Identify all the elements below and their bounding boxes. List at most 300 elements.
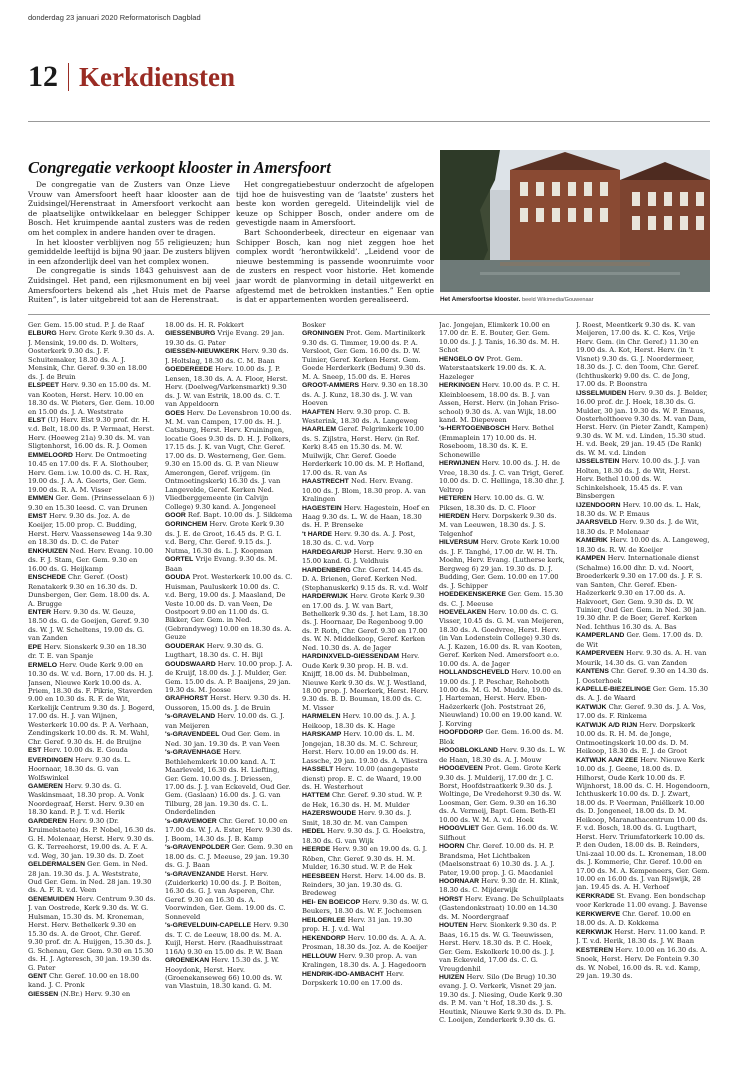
place-name: IJSSELSTEIN (576, 458, 620, 466)
service-details: Ned. Herv. Evang. 10.00 ds. J. Blom, 18.30 prop. A. van Kralingen (302, 477, 426, 504)
place-name: GRAFHORST (165, 695, 209, 703)
listing-entry (439, 590, 567, 608)
service-details: Jac. Jongejan, Elimkerk 10.00 en 17.00 dr. E. E. Bouter, Ger. Gem. 10.00 ds. J. J. Tanis, 16.30 ds. M. H. Schot (439, 321, 560, 355)
klooster-photo (440, 150, 710, 292)
place-name: EMMEN (28, 495, 54, 503)
place-name: HEDEL (302, 828, 326, 836)
listing-entry (439, 895, 567, 921)
listing-entry (28, 895, 156, 972)
listing-entry (302, 566, 430, 592)
service-details: Herv. 9.30 ds. J. Holtslag, 18.30 ds. C. M. Baan (165, 347, 289, 365)
listing-entry (576, 721, 710, 756)
service-details: J. Roest, Meentkerk 9.30 ds. K. van Meijeren, 17.00 ds. K. C. Kos, Vrije Herv. Gem. (in Chr. Geref.) 11.30 en 19.00 ds. A. Kot, Herst. Herv. (in 't Visnet) 9.30 ds. G. J. Noordermeer, 18.30 ds. J. C. den Toom, Chr. Geref. (Ichthuskerk) 9.00 ds. C. de Jong, 17.00 ds. P. Boonstra (576, 321, 699, 389)
service-details: Herv. Oude Kerk 9.30 prop. H. B. v.d. Knijff, 18.00 ds. M. Dubbelman, Nieuwe Kerk 9.30 ds. W. J. Westland, 18.00 prop. J. Meerkerk, Herst. Herv. 9.30 ds. B. D. Bouman, 18.00 ds. C. M. Visser (302, 652, 429, 712)
place-name: GAMEREN (28, 783, 63, 791)
place-name: IJZENDOORN (576, 501, 621, 509)
listing-column (576, 321, 710, 1063)
place-name: GROENEKAN (165, 957, 210, 965)
service-details: Herv. 10.00 ds. L. Hak, 18.30 ds. W. P. Emaus (576, 500, 701, 518)
listing-entry (302, 952, 430, 970)
service-details: Herv. Dorpskerk 10.00 ds. R. H. M. de Jonge, Ontmoetingskerk 10.00 ds. D. M. Heikoop, 18.30 ds. E. J. de Groot (576, 720, 696, 756)
place-name: HARSKAMP (302, 731, 342, 739)
listing-entry (439, 538, 567, 590)
service-details: Herv. 9.30 ds. W. G. Beukers, 18.30 ds. W. F. Jochemsen (302, 897, 429, 916)
service-details: Herv. 10.00 ds. P. C. H. Kleinbloesem, 18.00 ds. B. J. van Assen, Herst. Herv. (in Johan Friso-school) 9.30 ds. A. van Wijk, 18.00 kand. M. Diepeveen (439, 381, 560, 424)
listing-entry (165, 520, 293, 555)
service-details: Herv. 9.30 ds. G. Lugthart, 18.30 ds. C. H. Bijl (165, 641, 264, 660)
service-details: Herv. Grote Kerk 10.00 ds. J. F. Tanghé, 17.00 dr. W. H. Th. Moehn, Herv. Evang. (Lutherse kerk, Bergweg 6) 29 jan. 19.30 ds. D. J. Budding, Ger. Gem. 10.00 en 17.00 ds. J. Schipper (439, 538, 565, 590)
service-details: Herv. 9.30 ds. G. Waskinsmaat, 18.30 prop. A. Vonk Noordegraaf, Herst. Herv. 9.30 en 18.30 kand. P. J. T. v.d. Herik (28, 782, 145, 817)
service-details: Geref. Pelgrimkerk 10.00 ds. S. Zijlstra, Herst. Herv. (in Ref. Kerk) 8.45 en 15.30 ds. M. W. Muilwijk, Chr. Geref. Goede Herderkerk 10.00 ds. M. P. Hofland, 17.00 ds. R. van As (302, 425, 425, 477)
service-details: Vrije Evang. 9.30 ds. M. Baan (165, 555, 278, 573)
listing-entry (302, 730, 430, 765)
service-details: Herv. De Levensbron 10.00 ds. M. M. van Campen, 17.00 ds. H. J. Catsburg, Herst. Herv. Kruiningen, locatie Goes 9.30 ds. D. H. J. Folkers, 17.15 ds. J. K. van Vugt, Chr. Geref. 17.00 ds. D. Westerneng, Ger. Gem. 9.30 en 15.00 ds. G. P. van Nieuw Amerongen, Geref. vrijgem. (in Ontmoetingskerk) 16.30 ds. J. van Langevelde, Geref. Kerken Ned. Vliedberggemeente (in Calvijn College) 9.30 kand. A. Jongeneel (165, 408, 292, 511)
listing-entry (439, 668, 567, 728)
service-details: Herv. Silo (De Brug) 10.30 evang. J. O. Verkerk, Visnet 29 jan. 19.30 ds. J. Niesing, Oude Kerk 9.30 ds. P. M. van 't Hof, 18.30 ds. J. S. Heutink, Nieuwe Kerk 9.30 ds. D. Ph. C. Looijen, Zenderkerk 9.30 ds. G. (439, 972, 567, 1025)
service-details: Herv. Grote Kerk 9.30 ds. J. E. de Groot, 16.45 ds. P. G. I. v.d. Berg, Chr. Geref. 9.15 ds. J. Nutma, 16.30 ds. L. J. Koopman (165, 520, 285, 555)
article-paragraph: Het congregatiebestuur onderzocht de afgelopen tijd hoe de huisvesting van de ‘laatste’ zusters het beste kon worden geregeld. Uiteindelijk viel de keuze op Schipper Bosch, onder andere om de gevestigde naam in Amersfoort. (236, 180, 434, 228)
place-name: HATTEM (302, 792, 330, 800)
place-name: GIESSEN (28, 990, 59, 998)
service-details: Herv. 10.00 en 19.00 ds. J. P. Peschar, Rehoboth 10.00 ds. M. G. M. Mudde, 19.00 ds. J. Harteman, Herst. Herv. Eben-Haëzerkerk (Joh. Poststraat 26, Nieuwland) 10.00 en 19.00 kand. W. J. Korving (439, 668, 563, 728)
place-name: GOES (165, 409, 185, 417)
service-details: Ger. Gem. 16.00 ds. M. Blok (439, 728, 564, 746)
place-name: EMST (28, 512, 47, 520)
listing-entry (28, 972, 156, 990)
place-name: HERKINGEN (439, 382, 480, 390)
place-name: KATWIJK AAN ZEE (576, 756, 638, 764)
place-name: GRONINGEN (302, 330, 344, 338)
service-details: Herv. 9.30 ds. J. Smit, 18.30 dr. M. van Campen (302, 809, 412, 827)
place-name: 's-GRAVENZANDE (165, 870, 225, 878)
listing-entry (439, 842, 567, 877)
service-details: Herv. Bethlehemkerk 10.00 kand. A. T. Maarleveld, 16.30 ds. H. Liefting, Ger. Gem. 10.00 ds. J. Driessen, 17.00 ds. J. J. van Eckeveld, Oud Ger. Gem. (Gaslaan) 16.00 ds. J. G. van Tilburg, 28 jan. 19.30 ds. C. L. Onderdelinden (165, 748, 291, 817)
listing-entry (439, 728, 567, 746)
place-name: GOUDA (165, 574, 191, 582)
listing-entry (28, 990, 156, 999)
edition-date: donderdag 23 januari 2020 (28, 13, 118, 22)
listing-entry (302, 712, 430, 730)
place-name: GIESSENBURG (165, 330, 216, 338)
service-details: Herv. 10.00 ds. G. W. Piksen, 18.30 ds. D. C. Floor (439, 494, 545, 512)
place-name: HERWIJNEN (439, 460, 480, 468)
place-name: KERKWIJK (576, 928, 613, 936)
place-name: HELLOUW (302, 952, 337, 960)
article-column-2 (236, 180, 434, 305)
service-details: Herv. Grote Kerk 9.30 ds. A. J. Mensink, 19.00 ds. D. Wolters, Oosterkerk 9.30 ds. J. F. Schuitemaker, 18.30 ds. A. J. Mensink, Chr. Geref. 9.30 en 18.00 ds. J. de Bruin (28, 329, 155, 381)
service-details: Herv. 15.30 ds. J. W. Hooydonk, Herst. Herv. (Groenekanseweg 66) 10.00 ds. W. van Vlastuin, 18.30 kand. G. M. (165, 956, 283, 991)
place-name: ERMELO (28, 661, 58, 669)
place-name: 's-GRAVEMOER (165, 817, 217, 825)
service-details: Vrije Evang. 29 jan. 19.30 ds. G. Pater (165, 329, 285, 347)
newspaper-name: Reformatorisch Dagblad (119, 13, 201, 22)
place-name: GENEMUIDEN (28, 895, 75, 903)
service-details: Herv. 9.30 en 18.30 ds. A. J. Kunz, 18.30 ds. J. W. van Hoeven (302, 381, 428, 408)
article-column-1 (28, 180, 230, 305)
service-details: Herv. 9.30 ds. J. G. Hoekstra, 18.30 ds. G. van Wijk (302, 827, 426, 845)
listing-entry (302, 408, 430, 426)
listing-entry (576, 756, 710, 892)
place-name: GENT (28, 972, 47, 980)
listing-entry (28, 547, 156, 573)
service-details: Herv. 10.00 ds. J. H. de Vree, 18.30 ds. J. C. van Trigt, Geref. 10.00 ds. D. C. Hellinga, 18.30 dhr. J. Veltrop (439, 459, 565, 494)
place-name: HAASTRECHT (302, 478, 349, 486)
service-details: Herv. Sionkerk 9.30 ds. P. Baas, 16.15 ds. W. G. Teeuwissen, Herst. Herv. 18.30 ds. P. C. Hoek, Ger. Gem. Eskolkerk 10.00 ds. J. J. van Eckeveld, 17.00 ds. C. G. Vreugdenhil (439, 921, 557, 973)
page-number: 12 (28, 60, 58, 93)
listing-entry (576, 321, 710, 389)
place-name: GOUDERAK (165, 642, 205, 650)
place-name: EMMELOORD (28, 451, 73, 459)
service-details: Herv. 10.00 ds. C. G. Visser, 10.45 ds. G. M. van Meijeren, 18.30 ds. A. Goedvree, Herst. Herv. (in Van Lodenstein College) 9.30 ds. A. J. Kazen, 16.00 ds. R. van Kooten, Geref. Kerken Ned. Amersfoort e.o. 10.00 ds. A. de Jager (439, 607, 564, 668)
service-details: 18.00 ds. H. R. Fokkert (165, 321, 244, 329)
listing-column (302, 321, 430, 1063)
place-name: ENSCHEDE (28, 574, 66, 582)
place-name: HARDEGARIJP (302, 548, 352, 556)
listing-entry (439, 824, 567, 842)
service-details: Herv. 10.00 (aangepaste dienst) prop. E. C. de Waard, 19.00 ds. H. Westerhout (302, 765, 422, 792)
listing-entry (28, 494, 156, 512)
listing-entry (165, 956, 293, 991)
service-details: Chr. Geref. 10.00 en 18.00 kand. J. C. Pronk (28, 971, 139, 990)
listing-entry (302, 381, 430, 407)
listing-entry (439, 321, 567, 355)
service-details: Herv. Hagestein, Hoef en Haag 9.30 ds. L. W. de Haan, 18.30 ds. H. P. Brenseke (302, 503, 430, 530)
listing-entry (28, 416, 156, 451)
place-name: EST (28, 747, 42, 755)
place-name: GROOT-AMMERS (302, 382, 360, 390)
place-name: KAMPERLAND (576, 632, 625, 640)
service-details: Herst. Herv. 11.00 kand. P. J. T. v.d. Herik, 18.30 ds. J. W. Baan (576, 927, 706, 946)
place-name: HUIZEN (439, 973, 465, 981)
place-name: 's-GRAVENHAGE (165, 749, 221, 757)
service-details: Herv. Nieuwe Kerk 10.00 ds. J. Geene, 18.00 ds. D. Hilhorst, Oude Kerk 10.00 ds. F. Wijnhorst, 18.00 ds. C. H. Hogendoorn, Ichthuskerk 10.00 ds. D. J. Zwart, 18.00 ds. P. Veerman, Pniëlkerk 10.00 ds. D. Jongeneel, 18.00 ds. D. M. Heikoop, Maranathacentrum 10.00 ds. F. v.d. Bosch, 18.00 ds. G. Lugthart, Herst. Herv. Triumfatorkerk 10.00 ds. P. den Ouden, 18.00 ds. B. Reinders, Uni-zaal 10.00 ds. L. Kroneman, 18.00 ds. J. Kommerie, Chr. Geref. 10.00 en 17.00 ds. M. A. Kempeneers, Ger. Gem. 10.00 en 16.00 ds. J. van Rijswijk, 28 jan. 19.45 ds. A. H. Verhoef (576, 755, 710, 892)
listing-entry (439, 512, 567, 538)
service-details: Herv. Internationale dienst (Schalme) 16.00 dhr. D. v.d. Noort, Broederkerk 9.30 en 17.00 ds. J. F. S. van Santen, Chr. Geref. Eben-Haëzerkerk 9.30 en 17.00 ds. A. Hakvoort, Ger. Gem. 9.30 ds. D. W. Tuinier, Oud Ger. Gem. in Ned. 30 jan. 19.30 dhr. P. de Boer, Geref. Kerken Ned. Ichthus 16.30 ds. A. Bas (576, 554, 707, 631)
listing-column (28, 321, 156, 1063)
place-name: HOEDEKENSKERKE (439, 591, 506, 599)
service-details: Herv. 9.30 ds. A. J. Post, 18.30 ds. C. v.d. Vorp (302, 529, 416, 548)
listing-entry (28, 860, 156, 895)
place-name: JAARSVELD (576, 519, 618, 527)
service-details: Herv. 10.00 ds. A. Langeweg, 18.30 ds. R. W. de Koeijer (576, 536, 710, 554)
listing-entry (28, 573, 156, 608)
service-details: Ger. Gem. 17.00 ds. D. de Wit (576, 631, 703, 649)
listing-entry (302, 321, 430, 329)
service-details: Herv. 9.30 ds. W. Geuze, 18.50 ds. G. de Goeijen, Geref. 9.30 ds. W. J. W. Scheltens, 19.00 ds. G. van Zanden (28, 607, 149, 643)
place-name: HARDINXVELD-GIESSENDAM (302, 653, 400, 661)
service-details: Herst. Herv. 9.30 en 15.00 kand. G. J. Veldhuis (302, 547, 423, 566)
service-details: Chr. Geref. 10.00 en 17.00 ds. W. J. A. Ester, Herv. 9.30 ds. J. Boom, 14.30 ds. J. B. Kamp (165, 816, 293, 843)
header-rule (28, 121, 710, 122)
service-details: Ger. Gem. 9.30 en 18.00 ds. C. J. Meeuse, 29 jan. 19.30 ds. G. J. Baan (165, 843, 293, 870)
listing-entry (302, 425, 430, 477)
service-details: Prot. Gem. Grote Kerk 9.30 ds. J. Mulderij, 17.00 dr. J. C. Borst, Hoofdstraatkerk 9.30 ds. J. Woltinge, De Vredehorst 9.30 ds. W. Loosman, Ger. Gem. 9.30 en 16.30 ds. A. Vermeij, Bapt. Gem. Beth-El 10.00 ds. W. M. A. v.d. Hoek (439, 764, 562, 824)
place-name: ENTER (28, 608, 52, 616)
service-details: Chr. Geref. 9.30 ds. J. A. Vos, 17.00 ds. F. Rinkema (576, 702, 706, 721)
service-details: Herv. 10.00 en 16.30 ds. A. Snoek, Herst. Herv. De Fontein 9.30 ds. W. Nobel, 16.00 ds. R. v.d. Kamp, 29 jan. 19.30 ds. (576, 945, 708, 980)
place-name: 's-GRAVENPOLDER (165, 844, 230, 852)
listing-entry (302, 477, 430, 503)
place-name: HAZERSWOUDE (302, 810, 356, 818)
place-name: HENDRIK-IDO-AMBACHT (302, 970, 384, 978)
service-details: Herst. Herv. (Zuiderkerk) 10.00 ds. J. P. Boiten, 16.30 ds. G. J. van Asperen, Chr. Geref. 9.30 en 16.30 ds. A. Voorwinden, Ger. Gem. 19.00 ds. C. Sonneveld (165, 869, 286, 921)
listing-entry (165, 660, 293, 695)
listing-entry (165, 870, 293, 922)
service-details: Prot. Westerkerk 10.00 ds. C. Huisman, Pauluskerk 10.00 ds. C. v.d. Berg, 19.00 ds. J. Maasland, De Veste 10.00 ds. D. van Veen, De Oostpoort 9.00 en 11.00 ds. G. Bikker, Ger. Gem. in Ned. (Gebrandyweg) 10.00 en 18.30 ds. A. Geuze (165, 573, 293, 642)
place-name: HOOFDDORP (439, 729, 484, 737)
service-details: Ger. Gem. 15.30 ds. A. J. de Waard (576, 685, 708, 703)
service-details: Herst. Herv. 14.00 ds. B. Reinders, 30 jan. 19.30 ds. G. Bredeweg (302, 871, 426, 898)
listing-entry (165, 347, 293, 365)
listing-entry (302, 809, 430, 827)
listing-entry (576, 892, 710, 910)
service-details: Herv. 9.30 ds. L. W. de Haan, 18.30 ds. A. J. Mouw (439, 746, 566, 764)
place-name: 's-GRAVELAND (165, 713, 216, 721)
listing-entry (165, 555, 293, 573)
place-name: GORTEL (165, 556, 194, 564)
photo-caption (440, 296, 594, 303)
place-name: HARDERWIJK (302, 593, 348, 601)
listing-entry (165, 642, 293, 660)
place-name: ENKHUIZEN (28, 547, 68, 555)
place-name: GARDEREN (28, 817, 67, 825)
listing-entry (576, 649, 710, 667)
photo-credit: beeld Wikimedia/Gouwenaar (522, 297, 594, 303)
listing-column (165, 321, 293, 1063)
listing-entry (302, 329, 430, 381)
place-name: HEERDE (302, 846, 331, 854)
place-name: HOLLANDSCHEVELD (439, 669, 510, 677)
service-details: (N.Br.) Herv. 9.30 en (58, 989, 131, 998)
listing-entry (28, 321, 156, 329)
service-details: Oud Ger. Gem. in Ned. 30 jan. 19.30 ds. P. van Veen (165, 730, 281, 748)
section-title: Kerkdiensten (79, 61, 236, 92)
header-divider (68, 63, 69, 91)
service-details: Chr. Geref. 10.00 ds. H. P. Brandsma, Het Lichtbaken (Maelsonstraat 6) 10.30 ds. J. A. J. Pater, 19.00 prop. J. G. Macdaniel (439, 842, 555, 877)
listing-entry (576, 685, 710, 703)
service-details: Herv. Grote Kerk 9.30 en 17.00 ds. J. W. van Bart, Bethelkerk 9.30 ds. J. het Lam, 18.30 ds. J. Hoornaar, De Regenboog 9.00 ds. P. Roth, Chr. Geref. 9.30 en 17.00 ds. W. N. Middelkoop, Geref. Kerken Ned. 10.30 ds. A. de Jager (302, 592, 428, 652)
listing-entry (439, 921, 567, 973)
listing-entry (165, 511, 293, 520)
place-name: EPE (28, 643, 42, 651)
place-name: KAMPEN (576, 555, 606, 563)
listing-entry (302, 530, 430, 548)
service-details: Herv. 10.00 ds. A. A. A. Prosman, 18.30 ds. Joz. A. de Koeijer (302, 933, 428, 952)
place-name: 't HARDE (302, 530, 332, 538)
service-details: St. Evang. Een bondschap voor Kerkrade 11.00 evang. J. Bavense (576, 891, 708, 910)
service-details: Herv. 9.30 en 15.00 ds. M. van Kooten, Herst. Herv. 10.00 en 18.30 ds. W. Pieters, Ger. Gem. 10.00 en 15.00 ds. J. A. Weststrate (28, 381, 155, 416)
listing-entry (302, 504, 430, 530)
place-name: KAMPERVEEN (576, 650, 624, 658)
service-details: Herv. 31 jan. 19.30 prop. H. J. v.d. Wal (302, 915, 413, 934)
listing-entry (28, 643, 156, 661)
place-name: KATWIJK (576, 703, 607, 711)
service-details: Herv. 9.30 en 19.00 ds. G. J. Röben, Chr. Geref. 9.30 ds. H. M. Mulder, 16.30 stud. W. P. de Hek (302, 845, 427, 872)
article-paragraph: De congregatie van de Zusters van Onze Lieve Vrouw van Amersfoort heeft haar klooster aan de Zuidsingel/Herenstraat in Amersfoort verkocht aan de plaatselijke ontwikkelaar en belegger Schipper Bosch. Het kruimpende aantal zusters was de reden om het complex in andere handen over te dragen. (28, 180, 230, 237)
listing-entry (439, 746, 567, 764)
service-details: Chr. Geref. 9.30 en 14.30 ds. J. Oosterhoek (576, 667, 709, 685)
listing-entry (165, 748, 293, 817)
listing-entry (165, 409, 293, 511)
service-details: Herv. Sionskerk 9.30 en 18.30 dr. T. E. van Spanje (28, 642, 147, 661)
listing-entry (576, 554, 710, 631)
service-details: Herv. 9.30 ds. T. C. de Leeuw, 18.00 ds. M. A. Kuijl, Herst. Herv. (Raadhuisstraat 116A) 9.30 en 15.00 ds. P. W. Baan (165, 921, 289, 956)
service-details: Herv. 10.00 prop. J. A. de Kruijf, 18.00 ds. J. J. Mulder, Ger. Gem. 15.00 ds. A. P. Baaijens, 29 jan. 19.30 ds. M. Joosse (165, 659, 293, 695)
listing-entry (576, 501, 710, 519)
service-details: Herv. 9.30 ds. L. Hoornaar, 18.30 ds. G. van Wolfswinkel (28, 755, 131, 782)
listing-entry (576, 667, 710, 685)
service-details: Chr. Geref. 14.45 ds. D. A. Brienen, Geref. Kerken Ned. (Stephanuskerk) 9.15 ds. R. v.d. Wolf (302, 565, 428, 592)
listing-entry (165, 694, 293, 712)
listing-entry (165, 712, 293, 730)
listing-entry (165, 573, 293, 642)
place-name: ELBURG (28, 330, 57, 338)
service-details: Prot. Gem. Waterstaatskerk 19.00 ds. K. A. Hazeleger (439, 354, 547, 381)
service-details: Chr. Geref. (Oost) Renatakerk 9.30 en 16.30 ds. D. Dunsbergen, Ger. Gem. 18.00 ds. A. A. Brugge (28, 573, 150, 608)
place-name: HOOGEVEEN (439, 765, 483, 773)
listing-entry (439, 764, 567, 824)
listing-entry (576, 946, 710, 981)
service-details: Herv. 9.30 prop. A. van Kralingen, 18.30 ds. A. J. Hagedoorn (302, 951, 427, 970)
listings-rule (28, 314, 710, 315)
listing-entry (302, 845, 430, 871)
listing-entry (576, 536, 710, 554)
place-name: GOOR (165, 511, 186, 519)
photo-illustration (440, 150, 710, 292)
listing-entry (576, 928, 710, 946)
place-name: HAAFTEN (302, 408, 335, 416)
listing-entry (302, 970, 430, 988)
place-name: HASSELT (302, 766, 334, 774)
listing-entry (439, 973, 567, 1025)
place-name: KESTEREN (576, 946, 614, 954)
service-details: Herv. 9.30 ds. Joz. A. de Koeijer, 15.00 prop. C. Budding, Herst. Herv. Vaassenseweg 14a 9.30 en 18.30 ds. D. C. de Pater (28, 511, 152, 547)
place-name: GIESSEN-NIEUWKERK (165, 348, 240, 356)
place-name: 's-GREVELDUIN-CAPELLE (165, 922, 252, 930)
listing-entry (28, 661, 156, 747)
listing-entry (439, 608, 567, 668)
place-name: HIERDEN (439, 512, 470, 520)
place-name: GORINCHEM (165, 521, 208, 529)
service-details: Ger. Gem. 15.00 stud. P. J. de Raaf (28, 321, 144, 329)
place-name: HOORNAAR (439, 878, 480, 885)
place-name: KERKWERVE (576, 910, 621, 918)
listing-entry (302, 592, 430, 652)
article-title: Congregatie verkoopt klooster in Amersfoort (28, 158, 331, 177)
place-name: 's-GRAVENDEEL (165, 731, 220, 739)
listing-entry (165, 365, 293, 408)
service-details: Herv. 10.00 ds. E. Gouda (41, 746, 128, 755)
place-name: HAARLEM (302, 426, 336, 434)
article-paragraph: In het klooster verblijven nog 55 religieuzen; hun gemiddelde leeftijd is bijna 90 jaar. De zusters blijven in een afzonderlijk deel van het complex wonen. (28, 237, 230, 266)
service-details: Herv. 9.30 prop. C. B. Westerink, 18.30 ds. A. Langeweg (302, 407, 418, 425)
service-details: Herv. 9.30 ds. A. H. van Mourik, 14.30 ds. G. van Zanden (576, 649, 707, 667)
place-name: HILVERSUM (439, 539, 479, 547)
service-details: Herv. Dorpskerk 9.30 ds. M. van Leeuwen, 18.30 ds. J. S. Telgenhof (439, 511, 557, 538)
service-details: Ger. Gem. 15.30 ds. C. J. Meeuse (439, 590, 564, 608)
listing-entry (576, 457, 710, 500)
listing-entry (28, 746, 156, 755)
topbar (28, 13, 201, 22)
listing-entry (28, 608, 156, 643)
service-details: Herv. Oude Kerk 9.00 en 10.30 ds. W. v.d. Born, 17.00 ds. H. J. Jansen, Nieuwe Kerk 10.00 ds. A. Priem, 18.30 ds. F. Pikrie, Staverden 9.00 en 10.30 ds. R. F. de Wit, Kerkelijk Centrum 9.30 ds. J. Bogerd, 17.00 ds. H. J. van Wijnen, Westerkerk 10.00 ds. P. A. Verhaan, Zendingskerk 10.00 ds. R. M. Wahl, Chr. Geref. 9.30 ds. H. de Bruijne (28, 660, 155, 746)
place-name: KAPELLE-BIEZELINGE (576, 686, 651, 694)
service-details: Herv. 9.30 ds. J. de Wit, 18.30 ds. P. Molenaar (576, 518, 699, 536)
listing-entry (165, 843, 293, 869)
service-details: Chr. Geref. 9.30 stud. W. P. de Hek, 16.30 ds. H. M. Mulder (302, 791, 423, 809)
place-name: HOEVELAKEN (439, 608, 487, 616)
listing-entry (439, 459, 567, 494)
place-name: HAGESTEIN (302, 504, 342, 512)
place-name: HOOGBLOKLAND (439, 747, 498, 755)
listing-entry (576, 703, 710, 721)
place-name: HARMELEN (302, 713, 341, 721)
place-name: HOOGVLIET (439, 825, 480, 833)
service-details: Herv. 9.30 (Dr. Kruimelstaete) ds. P. Nobel, 16.30 ds. G. H. Molenaar, Herst. Herv. 9.30 ds. G. K. Terreehorst, 19.00 ds. A. F. A. v.d. Weg, 30 jan. 19.30 ds. D. Zoet (28, 816, 156, 860)
service-details: Ger. Gem. (Prinsesselaan 6 )) 9.30 en 15.30 leesd. C. van Drunen (28, 494, 155, 512)
service-details: Herv. 9.30 dr. H. Klink, 18.30 ds. C. Mijderwijk (439, 877, 560, 895)
place-name: IJSSELMUIDEN (576, 389, 627, 397)
service-details: Herv. 10.00 ds. G. J. van Meijeren (165, 712, 285, 730)
listing-entry (302, 934, 430, 952)
service-details: Herst. Herv. 9.30 ds. H. Oussoren, 15.00 ds. J. de Bruin (165, 694, 291, 712)
listing-entry (165, 329, 293, 347)
place-name: GOEDEREEDE (165, 366, 213, 374)
listing-entry (28, 381, 156, 416)
service-details: Herv. De Ontmoeting 10.45 en 17.00 ds. F. A. Slothouber, Herv. Gem. i.w. 10.00 ds. C. H. Rax, 19.00 ds. J. A. A. Geerts, Ger. Gem. 19.00 ds. R. A. M. Visser (28, 450, 150, 494)
listing-entry (302, 791, 430, 809)
service-details: Herv. 10.00 ds. J. P. Lensen, 18.30 ds. A. A. Floor, Herst. Herv. (Doelweg/Varkensmarkt) 9.30 ds. J. W. van Estrik, 18.00 ds. C. T. van Appeldoorn (165, 365, 288, 409)
caption-text: Het Amersfoortse klooster. (440, 296, 521, 303)
listing-entry (302, 916, 430, 934)
listing-entry (165, 921, 293, 956)
listing-entry (439, 355, 567, 381)
service-details: Herv. Evang. De Schuilplaats (Gastendonkstraat) 10.00 en 14.30 ds. M. Noordergraaf (439, 894, 564, 921)
listing-entry (576, 631, 710, 649)
place-name: HEESBEEN (302, 872, 340, 880)
listing-entry (302, 765, 430, 791)
service-details: Herv. 9.30 ds. J. Belder, 16.00 prof. dr. J. Hoek, 18.30 ds. G. Mulder, 30 jan. 19.30 ds. W. P. Emaus, Oosterholthoeve 9.30 ds. M. van Dam, Herst. Herv. (in Pieter Zandt, Kampen) 9.30 ds. W. M. v.d. Linden, 15.30 stud. H. v.d. Beek, 29 jan. 19.45 (De Rank) ds. W. M. v.d. Linden (576, 388, 708, 457)
service-details: Herv. Dorpskerk 10.00 en 17.00 ds. (302, 969, 405, 987)
service-details: Ref. Bapt. 10.00 ds. J. Sikkema (185, 510, 293, 519)
service-details: Herv. Bethel (Emmaplein 17) 10.00 ds. H. Roseboom, 18.30 ds. K. E. Schonewille (439, 424, 554, 459)
service-details: Ger. Gem. 16.00 ds. W. Silfhout (439, 824, 559, 842)
listing-entry (439, 877, 567, 895)
listing-entry (28, 782, 156, 817)
listing-column (439, 321, 567, 1063)
place-name: 's-HERTOGENBOSCH (439, 425, 510, 433)
listing-entry (28, 451, 156, 494)
listing-entry (165, 321, 293, 329)
service-details: Ned. Herv. Evang. 10.00 ds. F. J. Stam, Ger. Gem. 9.30 en 16.00 ds. G. Heijkamp (28, 546, 153, 573)
place-name: KERKRADE (576, 892, 615, 900)
article-paragraph: Bart Schoonderbeek, directeur en eigenaar van Schipper Bosch, kan nog niet zeggen hoe het complex wordt ‘herontwikkeld’. „Leidend voor de nieuwe bestemming is passende woonruimte voor de zusters en respect voor historie. Het komende jaar wordt de planvorming in detail uitgewerkt en afgestemd met de betrokken instanties.” Een optie is dat er appartementen worden gerealiseerd. (236, 227, 434, 305)
listing-entry (165, 817, 293, 843)
service-details: Chr. Geref. 10.00 en 18.00 ds. A. D. Kokkema (576, 909, 691, 928)
place-name: HEKENDORP (302, 934, 346, 942)
service-details: Bosker (302, 321, 326, 329)
place-name: GOUDSWAARD (165, 660, 216, 668)
service-details: (U) Herv. Elst 9.30 prof. dr. H. v.d. Belt, 18.00 ds. P. Vermaat, Herst. Herv. (Hoeweg 21a) 9.30 ds. M. van Sligtenhorst, 16.00 ds. R. J. Oomen (28, 415, 155, 451)
service-details: Herv. Centrum 9.30 ds. J. van Oostrede, Kerk 9.30 ds. W. G. Hulsman, 15.30 ds. M. Kroneman, Herst. Herv. Bethelkerk 9.30 en 15.30 ds. A. de Groot, Chr. Geref. 9.30 prof. dr. A. Huijgen, 15.30 ds. J. G. Schenau, Ger. Gem. 9.30 en 15.30 ds. H. J. Agteresch, 30 jan. 19.30 ds. G. Pater (28, 894, 156, 972)
listing-entry (302, 898, 430, 916)
place-name: HARDENBERG (302, 566, 351, 574)
place-name: HOORN (439, 843, 465, 851)
place-name: ELSPEET (28, 382, 59, 390)
place-name: HORST (439, 895, 463, 903)
article-paragraph: De congregatie is sinds 1843 gehuisvest aan de Zuidsingel. Het pand, een rijksmonument en bij veel Amersfoorters bekend als „het Huis met de Paarse Ruiten”, is later uitgebreid tot aan de Herenstraat. (28, 266, 230, 305)
place-name: HEILOERLEE (302, 916, 346, 924)
